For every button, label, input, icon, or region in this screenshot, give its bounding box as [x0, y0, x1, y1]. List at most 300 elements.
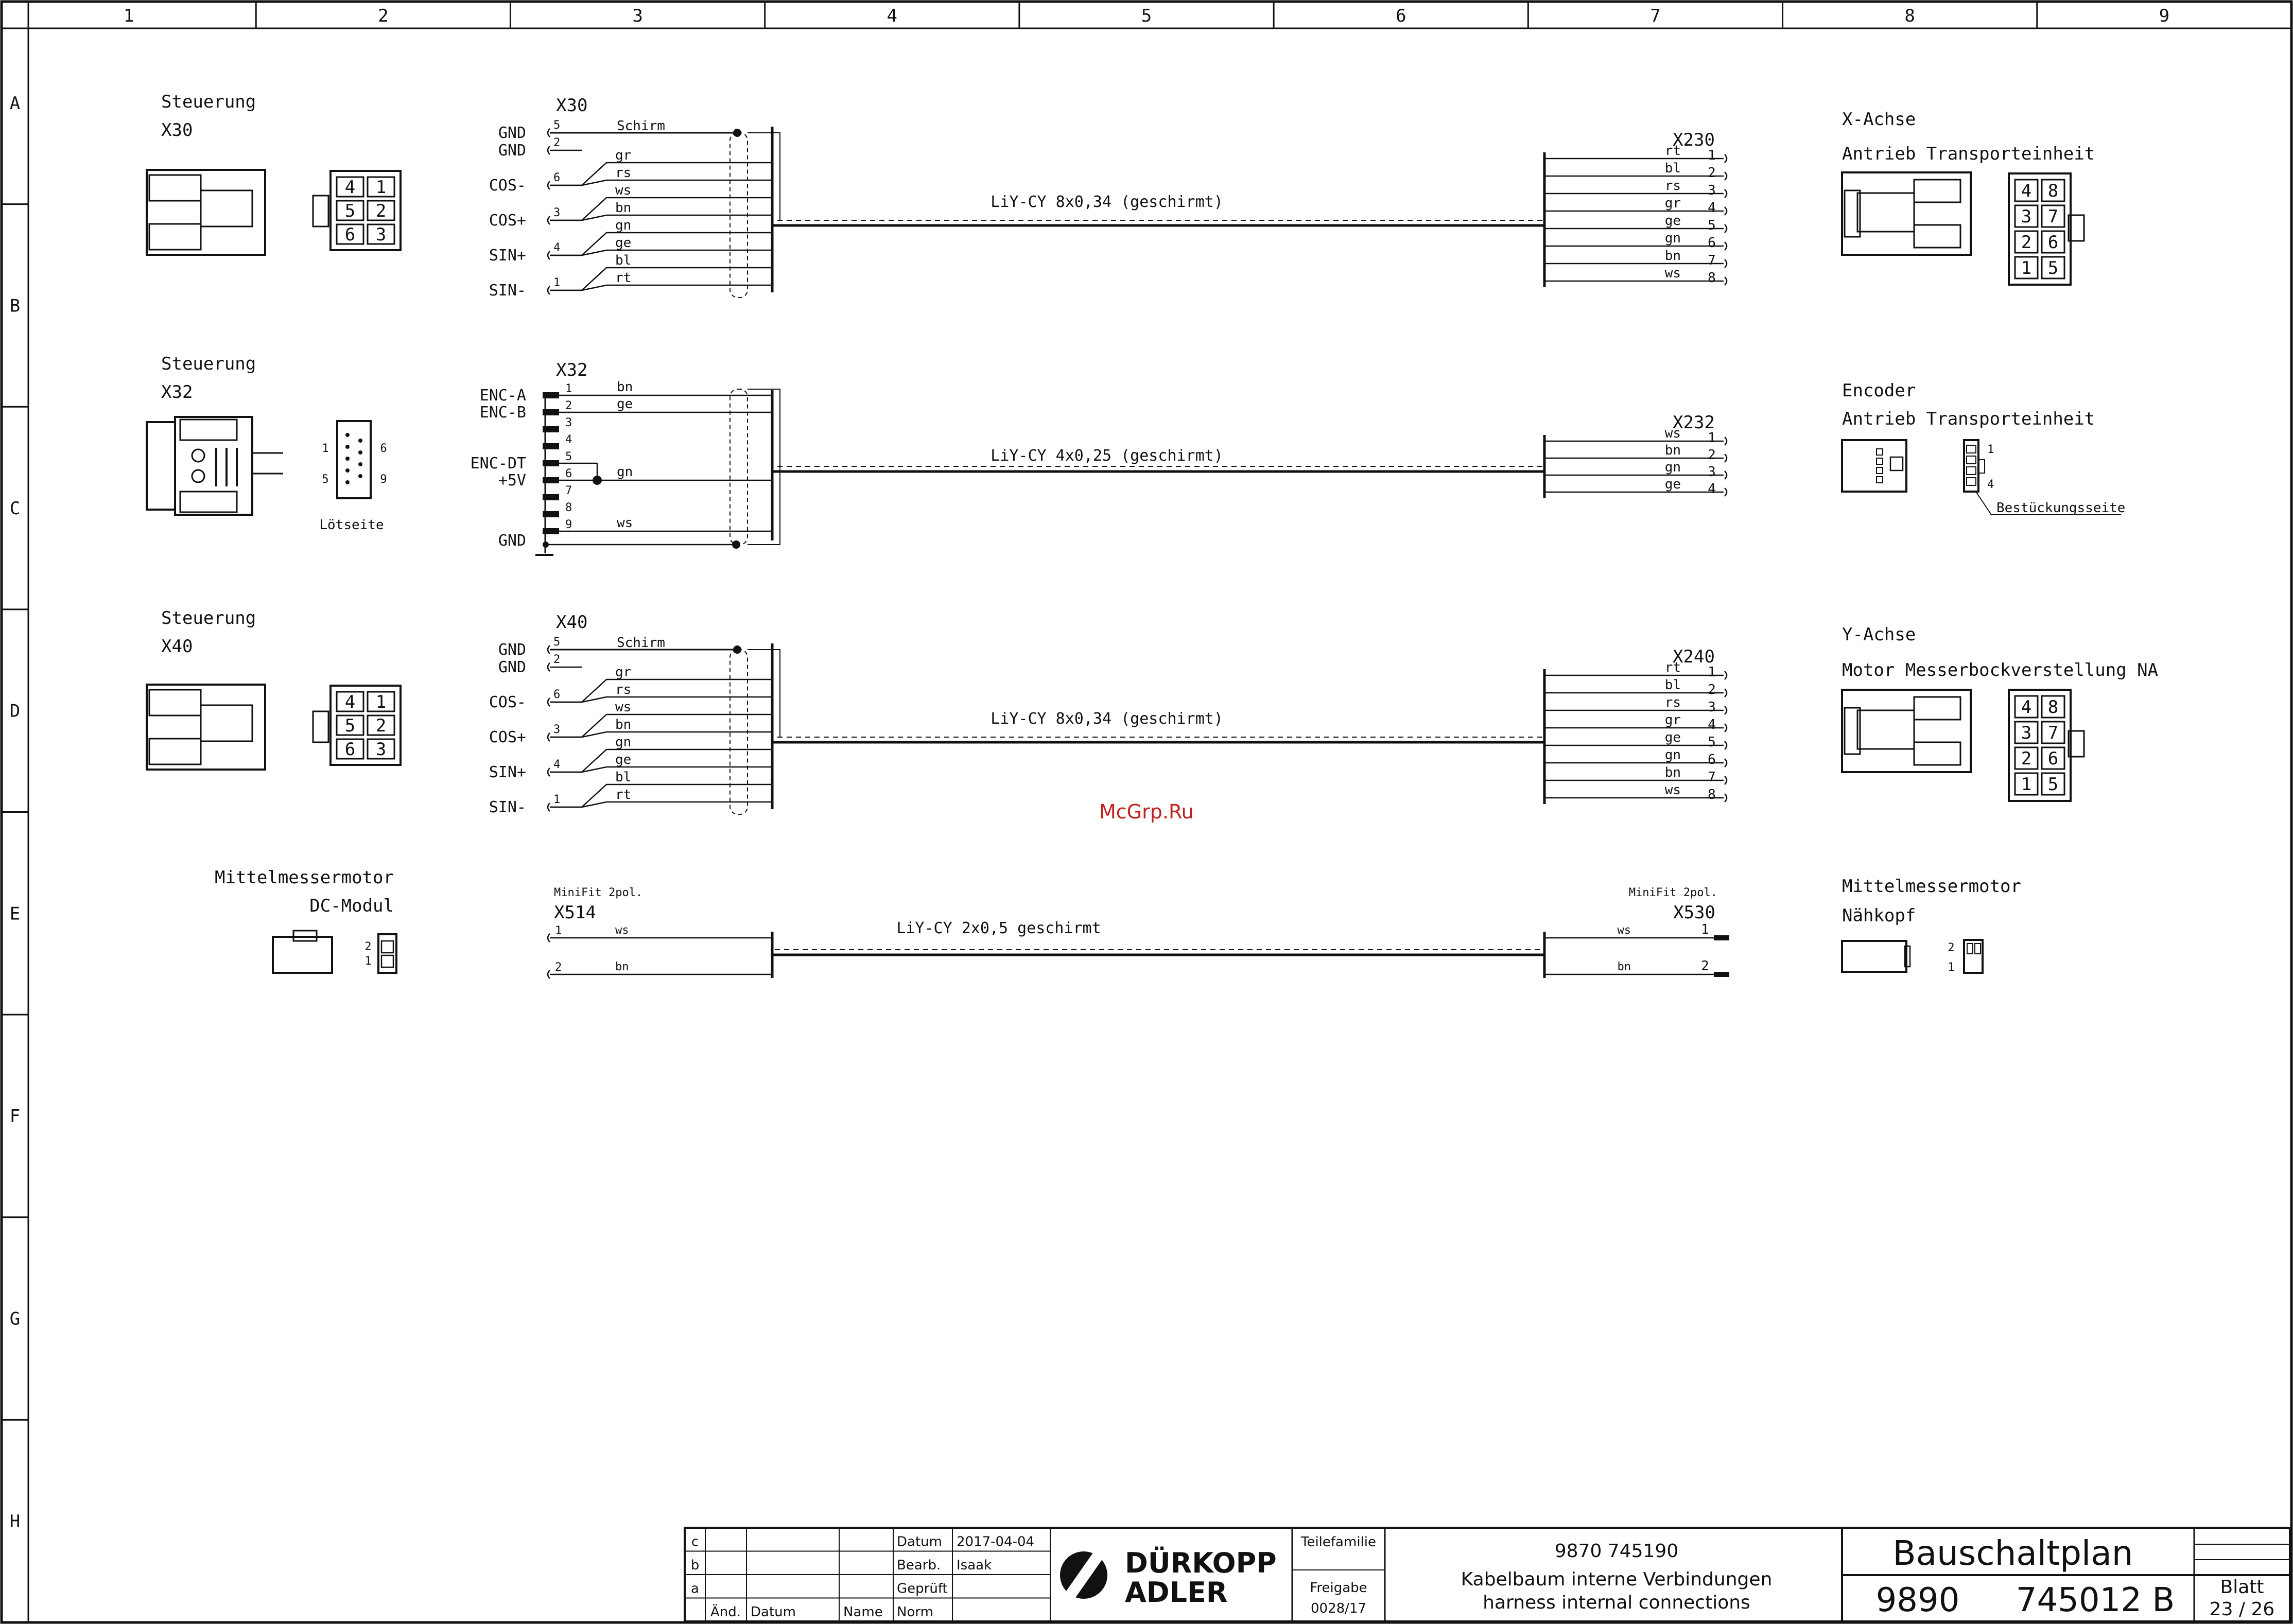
pin-number: 6: [2047, 748, 2059, 769]
grid-row-B: B: [9, 295, 21, 317]
connector-name: X514: [554, 902, 596, 923]
pin-number: 1: [2021, 258, 2032, 278]
pin-number: 1: [322, 442, 329, 455]
pin-cell: [1967, 478, 1976, 485]
pin-socket: [1725, 454, 1727, 462]
pin-number: 2: [553, 136, 561, 149]
wire-color: ge: [1664, 477, 1681, 492]
datum-label: Datum: [897, 1534, 942, 1550]
dsub-pin: [345, 480, 350, 484]
pin-socket: [548, 181, 550, 189]
wire-color: rt: [1664, 143, 1681, 159]
pin-cell: [381, 955, 393, 967]
cable-type: LiY-CY 2x0,5 geschirmt: [896, 919, 1101, 937]
cable-type: LiY-CY 8x0,34 (geschirmt): [991, 710, 1223, 728]
pin-number: 2: [2021, 232, 2032, 253]
wire-color: ws: [615, 700, 632, 715]
pin-number: 5: [553, 636, 561, 649]
wire-color: rs: [1664, 695, 1681, 710]
pin-socket: [1725, 207, 1727, 215]
signal-name: ENC-DT: [470, 455, 526, 473]
grid-column-1: 1: [123, 6, 134, 26]
pin-socket: [1725, 189, 1727, 198]
pin-socket: [1725, 488, 1727, 496]
pin-number: 2: [553, 653, 561, 666]
connector-name: X240: [1673, 647, 1715, 667]
wire-color: ws: [1664, 266, 1681, 281]
wire-color: gn: [1664, 460, 1681, 475]
pin-cell: [1967, 445, 1976, 453]
wire-color: bn: [615, 200, 632, 216]
wire-color: bl: [1664, 677, 1681, 693]
device-subtitle: Antrieb Transporteinheit: [1842, 144, 2095, 164]
connector-body: [147, 170, 265, 255]
minifit-body: [1842, 941, 1906, 972]
revision-letter: b: [690, 1558, 700, 1573]
wire-color: gn: [615, 735, 632, 750]
shield-drain: [748, 650, 783, 737]
wire: [550, 215, 772, 220]
pin-number: 6: [1708, 235, 1716, 251]
pin-number: 5: [322, 473, 329, 486]
pin-header: [1714, 936, 1729, 940]
pin-socket: [548, 251, 550, 259]
signal-name: SIN+: [489, 763, 526, 781]
wire: [550, 697, 772, 702]
signal-name: ENC-B: [479, 404, 526, 422]
document-number: 9890: [1875, 1581, 1960, 1619]
connector-face: [331, 171, 401, 250]
device-subtitle: X30: [161, 120, 193, 141]
assembly-side-label: Bestückungsseite: [1996, 500, 2126, 516]
pin-number: 2: [1708, 682, 1716, 697]
pin-number: 6: [553, 688, 561, 701]
pin-number: 1: [1708, 430, 1716, 446]
plug-inner: [201, 190, 252, 226]
device-title: Encoder: [1842, 380, 1916, 401]
signal-name: GND: [498, 124, 526, 142]
grid-row-H: H: [9, 1511, 21, 1532]
wire-color: ws: [1664, 426, 1681, 441]
pin-number: 1: [2021, 774, 2032, 795]
wire-color: ws: [615, 183, 632, 198]
dsub-shell: [147, 422, 175, 510]
pin-number: 1: [1708, 148, 1716, 163]
pin-number: 3: [375, 739, 387, 760]
device-subtitle: X40: [161, 636, 193, 657]
wire: [550, 749, 772, 772]
connector-body: [1842, 690, 1971, 772]
signal-name: SIN-: [489, 282, 526, 300]
shield-drain: [748, 133, 783, 220]
pin-socket: [1725, 689, 1727, 697]
pin-socket: [1725, 437, 1727, 445]
device-title: Y-Achse: [1842, 624, 1916, 645]
pin-cell: [1967, 944, 1973, 954]
pin-number: 4: [344, 177, 356, 198]
cable-type: LiY-CY 8x0,34 (geschirmt): [991, 193, 1223, 211]
grid-column-4: 4: [887, 6, 898, 26]
pin-cell: [381, 941, 393, 953]
wire-color: bl: [1664, 161, 1681, 176]
title-block: [685, 1528, 2290, 1621]
connector-type: MiniFit 2pol.: [554, 886, 643, 899]
plug-inner: [1857, 193, 1914, 232]
pin-number: 8: [2047, 181, 2059, 201]
pin-number: 4: [1708, 200, 1716, 216]
pin-number: 4: [565, 433, 572, 446]
junction-dot: [593, 476, 602, 485]
pin-number: 4: [344, 692, 356, 712]
plug-inner: [1857, 710, 1914, 749]
wire-color: gn: [1664, 747, 1681, 763]
description-en: harness internal connections: [1483, 1592, 1750, 1613]
signal-name: COS-: [489, 177, 526, 195]
wire: [550, 714, 772, 737]
grid-row-D: D: [9, 701, 21, 722]
wire-color: gr: [615, 148, 632, 163]
device-subtitle: Motor Messerbockverstellung NA: [1842, 660, 2159, 680]
pin-socket: [548, 216, 550, 224]
wire-color: ws: [617, 515, 633, 531]
pin-socket: [1725, 471, 1727, 479]
signal-name: GND: [498, 142, 526, 160]
pin-number: 3: [553, 206, 561, 219]
connector-face: [2009, 690, 2071, 801]
wire-color: bn: [1664, 443, 1681, 458]
wire-color: gn: [617, 464, 633, 480]
grid-column-8: 8: [1904, 6, 1915, 26]
connector-name: X230: [1673, 130, 1715, 150]
pin-number: 3: [2021, 723, 2032, 743]
pin-number: 5: [553, 119, 561, 132]
pin-socket: [548, 286, 550, 294]
wire-color: gr: [1664, 196, 1681, 211]
pin-socket: [548, 129, 550, 137]
pin-socket: [1725, 776, 1727, 784]
pin-number: 1: [1701, 922, 1709, 937]
wire-color: ge: [617, 396, 633, 412]
pin-cell: [1967, 467, 1976, 475]
pin-number: 4: [553, 241, 561, 254]
device-title: Mittelmessermotor: [215, 867, 394, 888]
grid-row-E: E: [9, 903, 21, 924]
encoder-pin: [1877, 458, 1883, 464]
pin-number: 3: [553, 723, 561, 736]
wire: [550, 679, 772, 702]
pin-socket: [1725, 741, 1727, 749]
wire-color: ge: [1664, 730, 1681, 745]
teilefamilie-label: Teilefamilie: [1301, 1534, 1376, 1550]
latch: [313, 711, 328, 742]
pin-socket: [548, 768, 550, 776]
pin-number: 8: [1708, 787, 1716, 802]
wire-color: ws: [615, 924, 629, 937]
plug-lever: [1914, 697, 1960, 720]
pin-number: 2: [1708, 165, 1716, 181]
connector-face: [2009, 173, 2071, 285]
left-devices: [147, 92, 401, 973]
pin-number: 2: [1701, 958, 1709, 974]
pin-number: 2: [555, 961, 562, 974]
dsub-pin: [345, 445, 350, 449]
pin-number: 1: [553, 276, 561, 289]
dsub-pin: [358, 450, 362, 455]
wire: [550, 732, 772, 737]
footer-label: Norm: [897, 1604, 933, 1620]
connector-name: X32: [556, 360, 588, 380]
connector-name: X232: [1673, 412, 1715, 433]
pin-socket: [548, 803, 550, 811]
wire: [550, 285, 772, 290]
pin-number: 2: [565, 399, 572, 412]
pin-number: 5: [565, 450, 572, 463]
cable-type: LiY-CY 4x0,25 (geschirmt): [991, 447, 1223, 465]
wire-color: bl: [615, 770, 632, 785]
connector-face: [331, 686, 401, 765]
pin-number: 5: [2047, 258, 2059, 278]
pin-number: 1: [364, 955, 372, 968]
grid-row-A: A: [9, 93, 21, 114]
pin-socket: [1725, 671, 1727, 679]
wire-color: bn: [615, 961, 629, 973]
document-type: Bauschaltplan: [1892, 1533, 2133, 1573]
plug-inner: [201, 705, 252, 741]
pin-number: 6: [380, 442, 387, 455]
signal-name: GND: [498, 641, 526, 659]
signal-name: SIN+: [489, 247, 526, 265]
signal-name: ENC-A: [479, 387, 526, 405]
solder-side-label: Lötseite: [319, 517, 384, 533]
plug-lever: [1914, 225, 1960, 248]
connector-body: [1842, 172, 1971, 255]
connector-name: X30: [556, 95, 588, 116]
wire-color: gr: [615, 665, 632, 680]
grid-column-6: 6: [1395, 6, 1406, 26]
wire-color: gn: [1664, 231, 1681, 246]
wire-color: rt: [615, 787, 632, 802]
pin-number: 4: [1708, 717, 1716, 732]
dsub-screw: [180, 492, 237, 512]
footer-label: Änd.: [710, 1604, 741, 1620]
plug-lever: [149, 175, 201, 201]
pin-number: 8: [1708, 270, 1716, 286]
dsub-hood: [175, 417, 252, 515]
bearb-label: Bearb.: [897, 1558, 941, 1573]
watermark: McGrp.Ru: [1099, 800, 1194, 823]
grid-column-9: 9: [2159, 6, 2170, 26]
wire-color: ge: [615, 235, 632, 251]
dsub-pin: [358, 439, 362, 443]
wire-color: rs: [615, 165, 632, 181]
document-number-rev: 745012 B: [2016, 1581, 2175, 1619]
part-number: 9870 745190: [1554, 1541, 1679, 1562]
pin-number: 4: [2021, 697, 2032, 718]
pin-number: 4: [1708, 481, 1716, 497]
pin-number: 2: [364, 940, 372, 953]
revision-letter: a: [691, 1581, 699, 1597]
freigabe-label: Freigabe: [1310, 1580, 1367, 1596]
grid-row-G: G: [9, 1308, 21, 1330]
pin-cell: [1967, 456, 1976, 464]
device-subtitle: DC-Modul: [309, 896, 394, 916]
pin-number: 5: [1708, 218, 1716, 233]
wire-color: ge: [1664, 213, 1681, 229]
wire-color: bn: [615, 717, 632, 732]
pin-number: 5: [2047, 774, 2059, 795]
grid-row-C: C: [9, 498, 21, 519]
pin-number: 1: [375, 177, 387, 198]
pin-number: 7: [2047, 723, 2059, 743]
pin-socket: [1725, 277, 1727, 285]
harness-wiring: [471, 95, 1729, 979]
pin-number: 7: [565, 484, 572, 497]
wire: [550, 180, 772, 185]
pin-socket: [1725, 259, 1727, 268]
signal-name: COS+: [489, 728, 526, 746]
device-subtitle: X32: [161, 382, 193, 403]
pin-socket: [1725, 242, 1727, 250]
pin-number: 3: [565, 416, 572, 429]
encoder-pin: [1877, 477, 1883, 483]
pin-number: 9: [380, 473, 387, 486]
plug-lever: [149, 224, 201, 250]
pin-number: 6: [344, 224, 356, 245]
wire: [550, 233, 772, 255]
dsub-pin: [345, 457, 350, 461]
pin-socket: [548, 970, 550, 979]
wire-color: rt: [615, 270, 632, 286]
dsub-face: [337, 421, 371, 498]
encoder-body: [1842, 440, 1906, 492]
pin-number: 1: [553, 793, 561, 806]
pin-socket: [1725, 724, 1727, 732]
pin-number: 7: [2047, 206, 2059, 227]
pin-number: 1: [565, 382, 572, 395]
signal-name: SIN-: [489, 798, 526, 816]
bearb-value: Isaak: [957, 1558, 992, 1573]
revision-letter: c: [691, 1534, 699, 1550]
signal-name: +5V: [498, 472, 526, 490]
pin-number: 8: [565, 501, 572, 514]
pin-socket: [1725, 794, 1727, 802]
wire: [550, 784, 772, 807]
wire-color: bl: [615, 253, 632, 268]
device-subtitle: Nähkopf: [1842, 905, 1916, 926]
device-subtitle: Antrieb Transporteinheit: [1842, 409, 2095, 429]
pin-number: 3: [1708, 183, 1716, 198]
leader-line: [1976, 492, 1991, 515]
connector-body: [147, 685, 265, 770]
pin-number: 3: [1708, 700, 1716, 715]
dsub-screw: [180, 420, 237, 440]
dsub-pin: [345, 468, 350, 473]
wire: [550, 268, 772, 290]
pin-number: 5: [1708, 735, 1716, 750]
pin-socket: [548, 733, 550, 741]
footer-label: Datum: [751, 1604, 796, 1620]
shield-label: Schirm: [617, 118, 665, 134]
wire-color: bn: [1664, 765, 1681, 780]
encoder-pin: [1877, 449, 1883, 455]
screw-hole: [192, 470, 204, 482]
device-title: Mittelmessermotor: [1842, 876, 2021, 897]
right-devices: [1842, 109, 2158, 974]
grid-column-7: 7: [1650, 6, 1661, 26]
plug-lever: [1914, 742, 1960, 765]
datum-value: 2017-04-04: [957, 1534, 1035, 1550]
grid-column-5: 5: [1141, 6, 1152, 26]
pin-number: 3: [1708, 464, 1716, 480]
logo-line2: ADLER: [1125, 1576, 1228, 1609]
device-title: Steuerung: [161, 354, 256, 374]
freigabe-value: 0028/17: [1310, 1601, 1367, 1616]
pin-number: 9: [565, 518, 572, 531]
pin-number: 3: [375, 224, 387, 245]
encoder-latch: [1890, 457, 1903, 470]
pin-header: [1714, 972, 1729, 976]
wire-color: rs: [1664, 178, 1681, 194]
pin-number: 1: [1708, 665, 1716, 680]
wire-color: gn: [615, 218, 632, 233]
junction-dot: [543, 542, 549, 548]
pin-number: 6: [565, 467, 572, 480]
shield-label: Schirm: [617, 635, 665, 651]
wire-color: bn: [617, 379, 633, 395]
footer-label: Name: [843, 1604, 883, 1620]
wire: [550, 802, 772, 807]
grid-column-2: 2: [378, 6, 389, 26]
pin-number: 4: [2021, 181, 2032, 201]
pin-number: 2: [1708, 447, 1716, 463]
dsub-pin: [358, 474, 362, 478]
wire-color: bn: [1617, 961, 1631, 973]
wire-color: rs: [615, 682, 632, 697]
pin-number: 5: [344, 201, 356, 221]
wire-color: ws: [1664, 782, 1681, 798]
signal-name: GND: [498, 658, 526, 676]
pin-number: 2: [2021, 748, 2032, 769]
pin-socket: [548, 934, 550, 942]
pin-number: 2: [375, 715, 387, 736]
latch: [313, 196, 328, 226]
pin-number: 7: [1708, 770, 1716, 785]
grid-row-F: F: [9, 1106, 21, 1127]
pin-number: 7: [1708, 253, 1716, 268]
pin-socket: [1725, 706, 1727, 714]
pin-number: 8: [2047, 697, 2059, 718]
pin-cell: [1975, 944, 1981, 954]
wire-color: gr: [1664, 712, 1681, 728]
pin-socket: [548, 663, 550, 671]
pin-socket: [548, 698, 550, 706]
signal-name: COS+: [489, 212, 526, 230]
pin-number: 6: [344, 739, 356, 760]
pin-number: 1: [555, 924, 562, 937]
pin-socket: [548, 645, 550, 654]
pin-socket: [1725, 154, 1727, 163]
pin-number: 1: [1948, 961, 1955, 974]
pin-number: 3: [2021, 206, 2032, 227]
device-title: X-Achse: [1842, 109, 1916, 130]
screw-hole: [192, 449, 204, 462]
logo-line1: DÜRKOPP: [1125, 1547, 1277, 1579]
pin-socket: [1725, 172, 1727, 180]
plug-lever: [149, 739, 201, 764]
pin-number: 6: [1708, 752, 1716, 767]
dsub-pin: [345, 433, 350, 437]
pin-number: 4: [553, 758, 561, 771]
